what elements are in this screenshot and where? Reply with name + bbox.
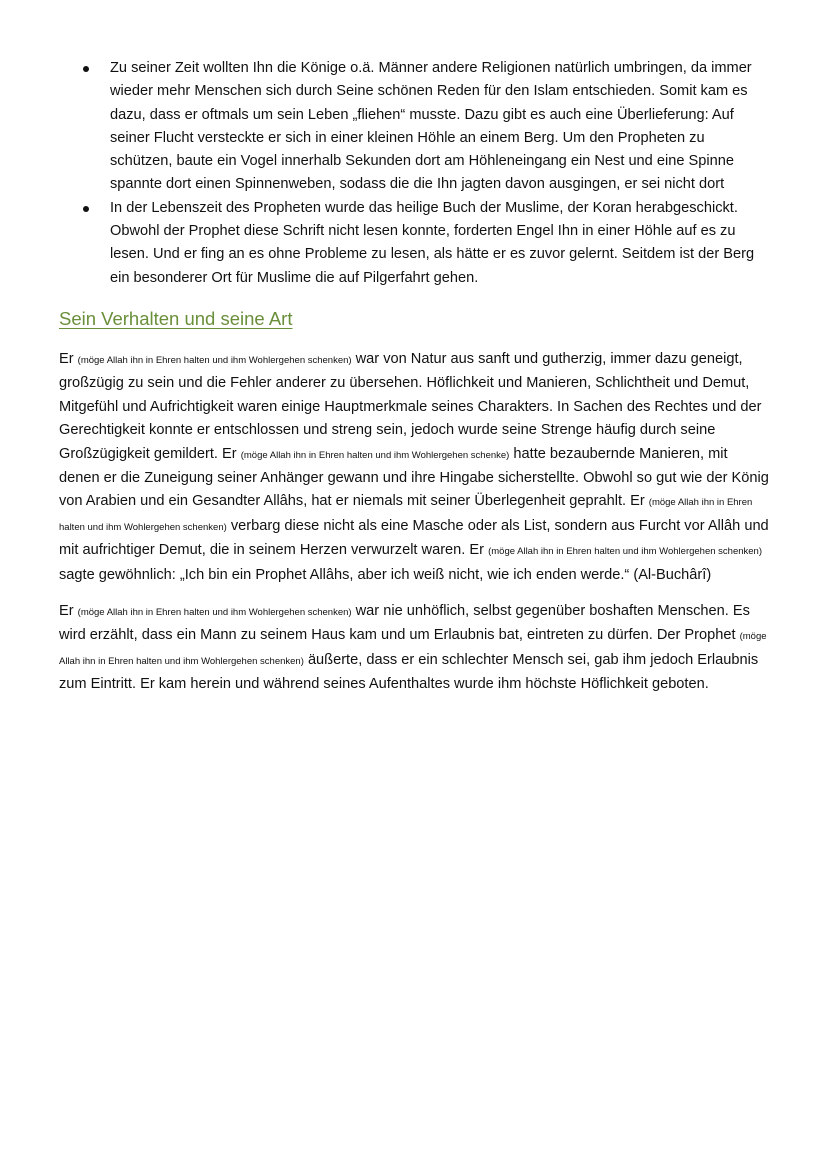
- paragraph-courtesy: [59, 600, 771, 697]
- bullet-text: Zu seiner Zeit wollten Ihn die Könige o.ä. Männer andere Religionen natürlich umbringen, da immer wieder mehr Menschen sich durch Seine schönen Reden für den Islam entschieden. Somit kam es dazu, dass er oftmals um sein Leben „fliehen“ musste. Dazu gibt es auch eine Überlieferung: Auf seiner Flucht versteckte er sich in einer kleinen Höhle an einem Berg. Um den Propheten zu schützen, baute ein Vogel innerhalb Sekunden dort am Höhleneingang ein Nest und eine Spinne spannte dort einen Spinnenweben, sodass die die Ihn jagten davon ausgingen, er sei nicht dort: [110, 60, 752, 193]
- sentence-text: äußerte, dass er ein schlechter Mensch sei, gab ihm jedoch Erlaubnis zum Eintritt. Er kam herein und während seines Aufenthaltes wurde ihm höchste Höflichkeit geboten.: [59, 651, 759, 693]
- bullet-text: In der Lebenszeit des Propheten wurde das heilige Buch der Muslime, der Koran herabgeschickt. Obwohl der Prophet diese Schrift nicht lesen konnte, forderten Engel Ihn in einer Höhle auf es zu lesen. Und er fing an es ohne Probleme zu lesen, als hätte er es zuvor gelernt. Seitdem ist der Berg ein besonderer Ort für Muslime die auf Pilgerfahrt gehen.: [110, 199, 755, 286]
- sentence-start: Der Prophet: [656, 627, 736, 644]
- honorific-note: (möge Allah ihn in Ehren halten und ihm Wohlergehen schenken): [59, 497, 753, 533]
- honorific-note: (möge Allah ihn in Ehren halten und ihm Wohlergehen schenken): [488, 546, 762, 558]
- bullet-dot-icon: [83, 66, 89, 72]
- sentence-text: sagte gewöhnlich: „Ich bin ein Prophet Allâhs, aber ich weiß nicht, wie ich enden werde.“ (Al-Buchârî): [59, 566, 712, 583]
- paragraph-behavior: [59, 348, 771, 587]
- bullet-item: [110, 57, 771, 197]
- document-content: [59, 57, 771, 697]
- sentence-text: hatte bezaubernde Manieren, mit denen er die Zuneigung seiner Anhänger gewann und ihre Hingabe sicherstellte. Obwohl so gut wie der König von Arabien und ein Gesandter Allâhs, hat er niemals mit seiner Überlegenheit geprahlt.: [59, 445, 769, 510]
- sentence-start: Er: [469, 542, 485, 559]
- sentence-text: verbarg diese nicht als eine Masche oder als List, sondern aus Furcht vor Allâh und mit aufrichtiger Demut, die in seinem Herzen verwurzelt waren.: [59, 517, 769, 559]
- sentence-text: war nie unhöflich, selbst gegenüber boshaften Menschen. Es wird erzählt, dass ein Mann zu seinem Haus kam und um Erlaubnis bat, eintreten zu dürfen.: [59, 603, 750, 644]
- section-heading: Sein Verhalten und seine Art: [59, 307, 293, 329]
- honorific-note: (möge Allah ihn in Ehren halten und ihm Wohlergehen schenke): [240, 449, 510, 461]
- sentence-start: Er: [59, 603, 74, 620]
- sentence-start: Er: [59, 350, 74, 367]
- bullet-list: [59, 57, 771, 290]
- honorific-note: (möge Allah ihn in Ehren halten und ihm Wohlergehen schenken): [77, 607, 352, 619]
- sentence-start: Er: [630, 493, 645, 510]
- bullet-item: [110, 197, 771, 290]
- honorific-note: (möge Allah ihn in Ehren halten und ihm Wohlergehen schenken): [77, 354, 352, 366]
- sentence-start: Er: [222, 445, 237, 462]
- honorific-note: (möge Allah ihn in Ehren halten und ihm Wohlergehen schenken): [59, 631, 767, 667]
- sentence-text: war von Natur aus sanft und gutherzig, immer dazu geneigt, großzügig zu sein und die Fehler anderer zu übersehen. Höflichkeit und Manieren, Schlichtheit und Demut, Mitgefühl und Aufrichtigkeit waren einige Hauptmerkmale seines Charakters. In Sachen des Rechtes und der Gerechtigkeit konnte er entschlossen und streng sein, jedoch wurde seine Strenge häufig durch seine Großzügigkeit gemildert.: [59, 350, 762, 462]
- bullet-dot-icon: [83, 206, 89, 212]
